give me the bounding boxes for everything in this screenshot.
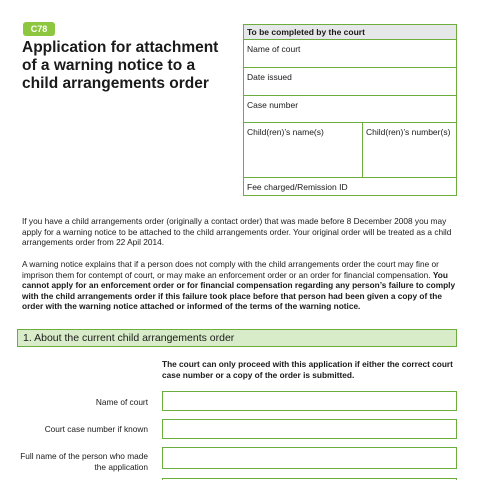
section-1-note: The court can only proceed with this application if either the correct court case number or a copy of the order is submitted.	[162, 359, 453, 380]
applicant-name-label: Full name of the person who made the application	[20, 451, 148, 472]
court-box-heading: To be completed by the court	[244, 25, 456, 40]
applicant-name-input[interactable]	[162, 447, 457, 469]
court-use-box	[243, 24, 457, 196]
children-names-field[interactable]	[244, 123, 363, 177]
name-of-court-input[interactable]	[162, 391, 457, 411]
case-number-label-main: Court case number if known	[44, 424, 148, 434]
children-numbers-field[interactable]	[363, 123, 453, 177]
form-title: Application for attachment of a warning notice to a child arrangements order	[22, 39, 219, 92]
intro-paragraph-2-plain: A warning notice explains that if a person does not comply with the child arrangements order the court may fine or imprison them for contempt of court, or may make an enforcement order or an order for financial compensation.	[22, 259, 439, 280]
intro-paragraph-1: If you have a child arrangements order (originally a contact order) that was made before 8 December 2008 you may apply for a warning notice to be attached to the child arrangements order. Your original order will be treated as a child arrangements order from 22 Apil 2014.	[22, 216, 452, 248]
date-issued-field[interactable]	[244, 68, 456, 96]
form-code-badge: C78	[23, 22, 55, 36]
date-issued-label: Date issued	[247, 72, 292, 82]
intro-paragraph-2-bold: You cannot apply for an enforcement order or for financial compensation regarding any person’s failure to comply with the child arrangements order if this failure took place before that person had been given a copy of the order with the warning notice attached or informed of the terms of the warning notice.	[22, 269, 456, 312]
case-number-input[interactable]	[162, 419, 457, 439]
section-1-heading: 1. About the current child arrangements order	[17, 329, 457, 347]
children-row	[244, 123, 456, 178]
court-name-field[interactable]	[244, 40, 456, 68]
intro-paragraph-2	[22, 259, 460, 312]
children-names-label: Child(ren)’s name(s)	[247, 127, 324, 137]
children-numbers-label: Child(ren)’s number(s)	[366, 127, 451, 137]
case-number-label: Case number	[247, 100, 299, 110]
fee-label: Fee charged/Remission ID	[247, 182, 348, 192]
name-of-court-label: Name of court	[95, 397, 148, 407]
court-name-label: Name of court	[247, 44, 301, 54]
fee-field[interactable]	[244, 178, 456, 196]
case-number-field[interactable]	[244, 96, 456, 123]
